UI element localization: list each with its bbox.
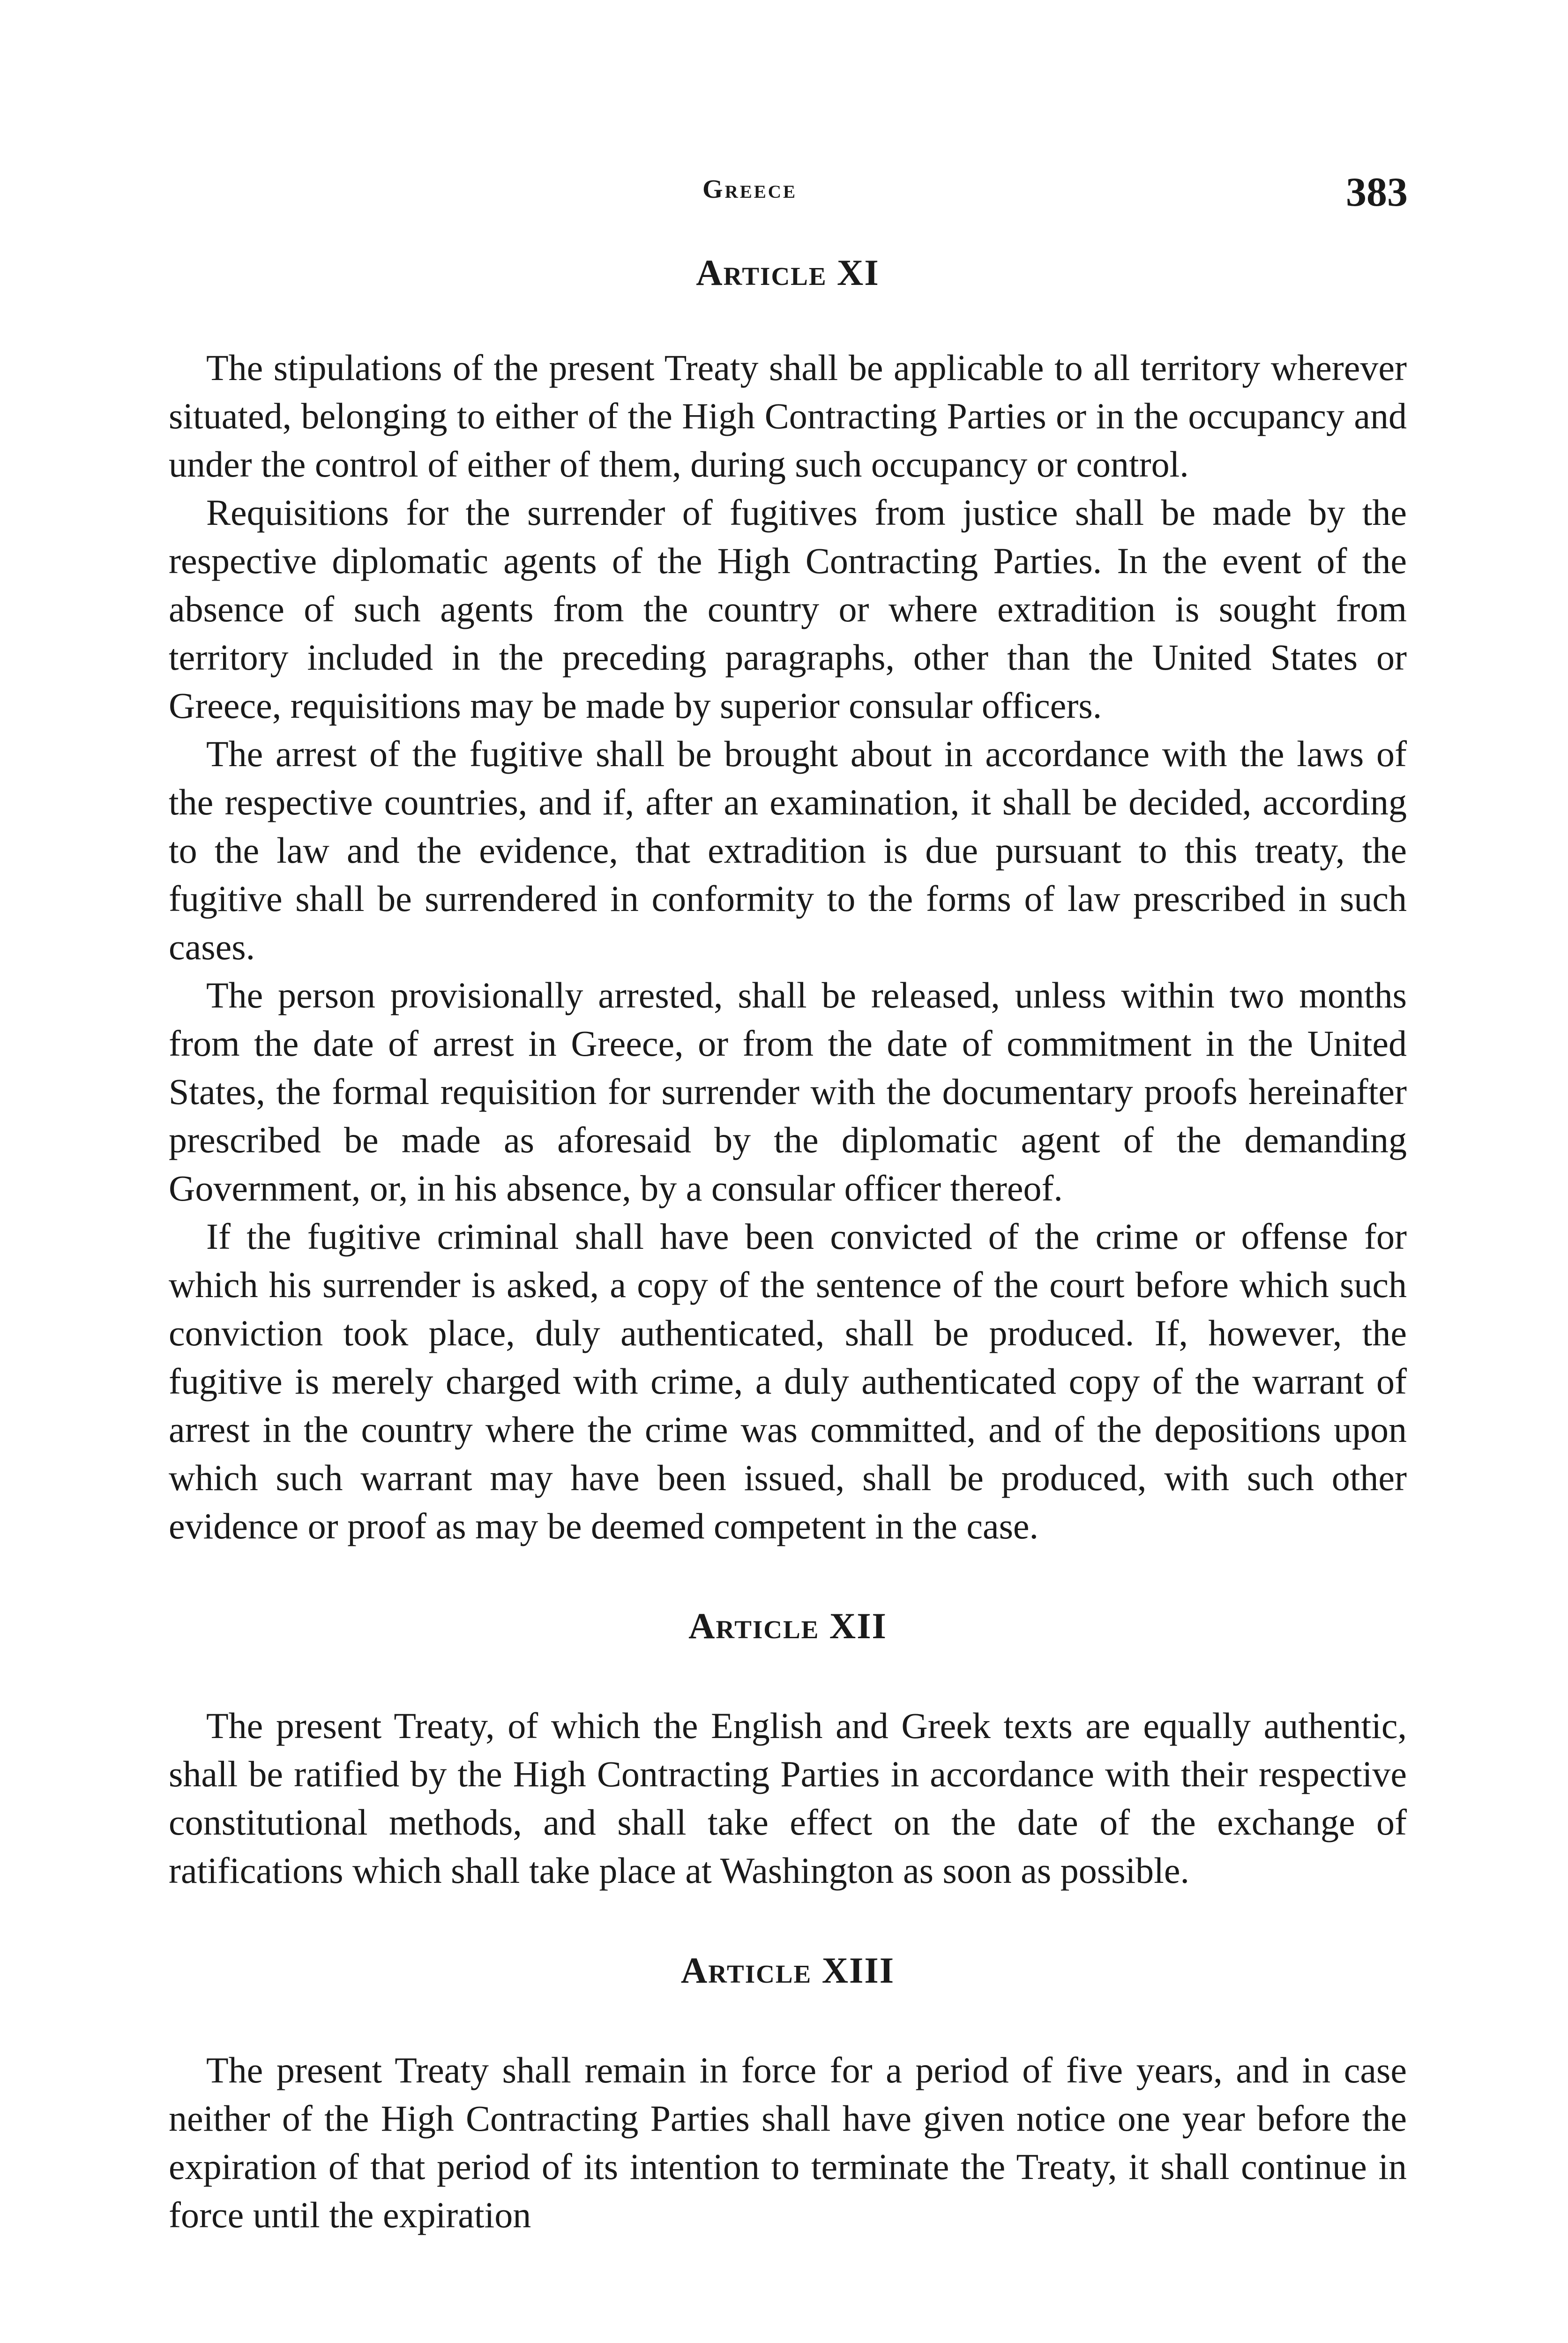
running-head [0, 169, 1568, 215]
article-heading-xi: Article XI [696, 252, 880, 293]
paragraph: The present Treaty shall remain in force for a period of five years, and in case neither of the High Contracting Parties shall have given notice one year before the expiration of that period of its intention to terminate the Treaty, it shall continue in force until the expiration [169, 2050, 1407, 2235]
page-number: 383 [1346, 170, 1408, 215]
article-heading-xii: Article XII [688, 1605, 887, 1646]
running-title: Greece [702, 175, 797, 204]
paragraph: The arrest of the fugitive shall be brought about in accordance with the laws of the respective countries, and if, after an examination, it shall be decided, according to the law and the evidence, that extradition is due pursuant to this treaty, the fugitive shall be surrendered in conformity to the forms of law prescribed in such cases. [169, 733, 1407, 967]
paragraph: The stipulations of the present Treaty shall be applicable to all territory wherever situated, belonging to either of the High Contracting Parties or in the occupancy and under the control of either of them, during such occupancy or control. [169, 347, 1407, 485]
paragraph: The present Treaty, of which the English and Greek texts are equally authentic, shall be ratified by the High Contracting Parties in accordance with their respective constitutional methods, and shall take effect on the date of the exchange of ratifications which shall take place at Washington as soon as possible. [169, 1705, 1407, 1891]
body-text [169, 248, 1407, 2239]
paragraph: The person provisionally arrested, shall be released, unless within two months from the date of arrest in Greece, or from the date of commitment in the United States, the formal requisition for surrender with the documentary proofs hereinafter prescribed be made as aforesaid by the diplomatic agent of the demanding Government, or, in his absence, by a consular officer thereof. [169, 975, 1407, 1209]
paragraph: If the fugitive criminal shall have been convicted of the crime or offense for which his surrender is asked, a copy of the sentence of the court before which such conviction took place, duly authenticated, shall be produced. If, however, the fugitive is merely charged with crime, a duly authenticated copy of the warrant of arrest in the country where the crime was committed, and of the depositions upon which such warrant may have been issued, shall be produced, with such other evidence or proof as may be deemed competent in the case. [169, 1216, 1407, 1546]
article-heading-xiii: Article XIII [680, 1950, 895, 1991]
paragraph: Requisitions for the surrender of fugitives from justice shall be made by the respective diplomatic agents of the High Contracting Parties. In the event of the absence of such agents from the country or where extradition is sought from territory included in the preceding paragraphs, other than the United States or Greece, requisitions may be made by superior consular officers. [169, 492, 1407, 726]
